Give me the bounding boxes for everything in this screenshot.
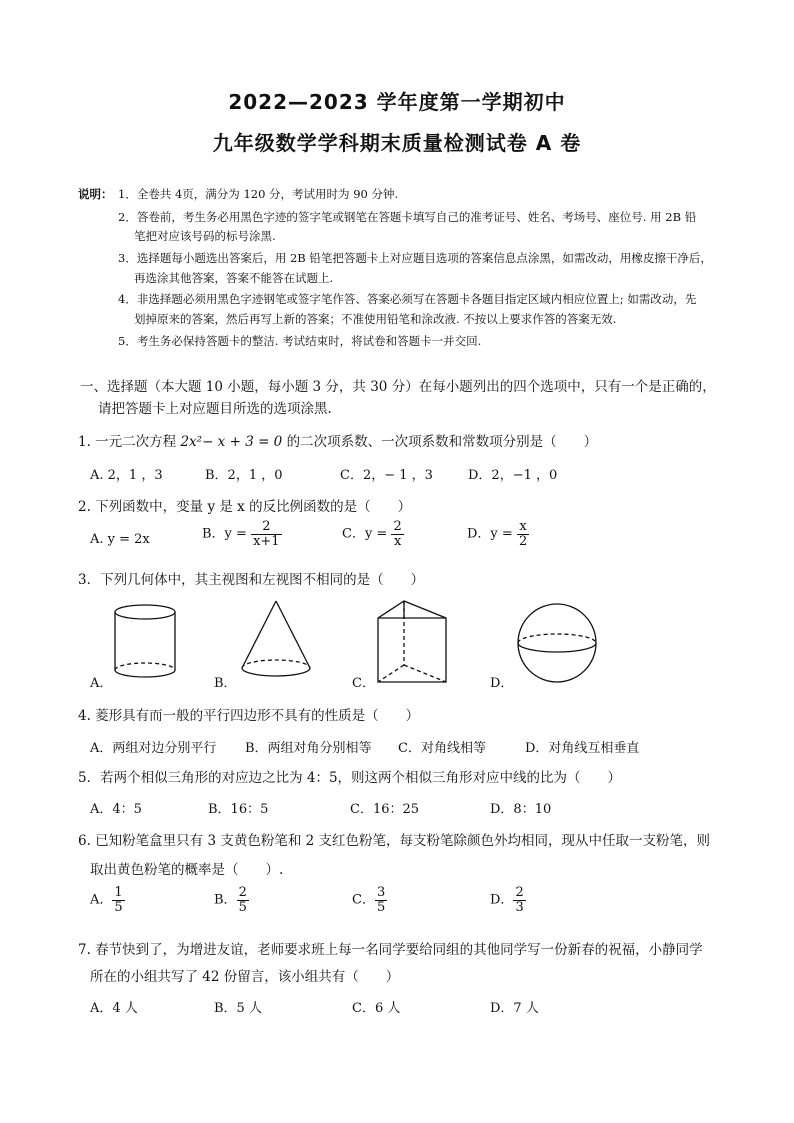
question-3: 3．下列几何体中，其主视图和左视图不相同的是（ ） bbox=[78, 572, 425, 588]
denominator: 5 bbox=[114, 899, 123, 915]
option-prefix: D． bbox=[490, 892, 514, 908]
question-2: 2. 下列函数中，变量 y 是 x 的反比例函数的是（ ） bbox=[78, 499, 412, 515]
option-a bbox=[90, 886, 125, 914]
option-d: D．8：10 bbox=[490, 802, 552, 817]
question-7-line2: 所在的小组共写了 42 份留言，该小组共有（ ） bbox=[90, 969, 400, 985]
denominator: 5 bbox=[376, 899, 386, 915]
option-d: D．7 人 bbox=[490, 1001, 539, 1016]
fraction bbox=[513, 886, 525, 914]
numerator: 2 bbox=[238, 885, 247, 900]
option-a: A．4：5 bbox=[90, 802, 142, 817]
option-b: B．两组对角分别相等 bbox=[245, 741, 372, 756]
instruction-item: 再选涂其他答案，答案不能答在试题上. bbox=[134, 271, 334, 285]
option-a: A. 2，1 ，3 bbox=[90, 468, 163, 483]
fraction bbox=[375, 886, 387, 914]
instructions-label: 说明： bbox=[78, 187, 113, 201]
option-d bbox=[467, 520, 529, 548]
cylinder-icon bbox=[105, 600, 185, 682]
denominator: x+1 bbox=[253, 533, 280, 549]
numerator: 3 bbox=[376, 885, 386, 900]
fraction bbox=[391, 520, 403, 548]
fraction bbox=[251, 520, 282, 548]
option-prefix: C． bbox=[352, 892, 375, 908]
sphere-icon bbox=[512, 600, 602, 688]
option-b: B． bbox=[214, 676, 237, 691]
option-a: A．4 人 bbox=[90, 1001, 138, 1016]
option-a: A．两组对边分别平行 bbox=[90, 741, 217, 756]
option-prefix: A． bbox=[90, 892, 113, 908]
numerator: 2 bbox=[393, 519, 402, 534]
triangular-prism-icon bbox=[370, 598, 452, 688]
option-c bbox=[342, 520, 404, 548]
option-prefix: B． bbox=[214, 892, 237, 908]
fraction bbox=[112, 886, 124, 914]
numerator: 2 bbox=[515, 885, 524, 900]
fraction bbox=[517, 520, 529, 548]
question-7: 7. 春节快到了，为增进友谊，老师要求班上每一名同学要给同组的其他同学写一份新春的祝福，小静同学 bbox=[78, 942, 703, 958]
instruction-item: 5．考生务必保持答题卡的整洁. 考试结束时，将试卷和答题卡一并交回. bbox=[118, 334, 482, 348]
denominator: x bbox=[393, 533, 402, 549]
question-5: 5．若两个相似三角形的对应边之比为 4：5，则这两个相似三角形对应中线的比为（ ） bbox=[78, 770, 622, 786]
option-d: D． bbox=[490, 676, 514, 691]
option-a: A. y = 2x bbox=[90, 532, 150, 547]
instruction-item: 笔把对应该号码的标号涂黑. bbox=[134, 229, 276, 243]
option-b: B．5 人 bbox=[214, 1001, 262, 1016]
instruction-item: 1．全卷共 4页，满分为 120 分，考试用时为 90 分钟. bbox=[118, 187, 399, 201]
section-heading: 一、选择题（本大题 10 小题，每小题 3 分，共 30 分）在每小题列出的四个选项中，只有一个是正确的， bbox=[80, 379, 716, 395]
page-title-line1: 2022—2023 学年度第一学期初中 bbox=[228, 90, 566, 114]
option-d bbox=[490, 886, 526, 914]
option-b bbox=[214, 886, 249, 914]
option-d: D．对角线互相垂直 bbox=[525, 741, 640, 756]
option-b: B．2，1 ，0 bbox=[205, 468, 283, 483]
question-text: 的二次项系数、一次项系数和常数项分别是（ ） bbox=[282, 434, 598, 450]
option-b bbox=[202, 520, 282, 548]
page-title-line2: 九年级数学学科期末质量检测试卷 A 卷 bbox=[212, 131, 582, 155]
instruction-item: 4．非选择题必须用黑色字迹钢笔或签字笔作答、答案必须写在答题卡各题目指定区域内相应位置上; 如需改动，先 bbox=[118, 292, 697, 306]
option-a: A． bbox=[90, 676, 113, 691]
option-c: C．16：25 bbox=[350, 802, 420, 817]
numerator: 2 bbox=[251, 520, 282, 535]
denominator: 2 bbox=[518, 533, 528, 549]
option-prefix: B．y = bbox=[202, 526, 247, 542]
section-heading-line2: 请把答题卡上对应题目所选的选项涂黑. bbox=[98, 401, 332, 417]
option-d: D．2，−1 ，0 bbox=[468, 468, 558, 483]
numerator: 1 bbox=[114, 885, 123, 900]
question-6: 6. 已知粉笔盒里只有 3 支黄色粉笔和 2 支红色粉笔，每支粉笔除颜色外均相同，现从中任取一支粉笔，则 bbox=[78, 833, 711, 849]
option-prefix: D．y = bbox=[467, 526, 513, 542]
denominator: 5 bbox=[238, 899, 247, 915]
denominator: 3 bbox=[515, 899, 524, 915]
question-1 bbox=[78, 430, 597, 450]
question-6-line2: 取出黄色粉笔的概率是（ ）. bbox=[90, 862, 284, 878]
equation: 2x²− x + 3 = 0 bbox=[180, 434, 283, 450]
option-c bbox=[352, 886, 387, 914]
instruction-item: 3．选择题每小题选出答案后，用 2B 铅笔把答题卡上对应题目选项的答案信息点涂黑，如需改动，用橡皮擦干净后， bbox=[118, 251, 712, 265]
cone-icon bbox=[234, 598, 320, 684]
question-4: 4. 菱形具有而一般的平行四边形不具有的性质是（ ） bbox=[78, 708, 420, 724]
instruction-item: 划掉原来的答案，然后再写上新的答案；不准使用铅笔和涂改液. 不按以上要求作答的答案无效. bbox=[134, 312, 617, 326]
instruction-item: 2．答卷前，考生务必用黑色字迹的签字笔或钢笔在答题卡填写自己的准考证号、姓名、考场号、座位号. 用 2B 铅 bbox=[118, 210, 697, 224]
option-b: B．16：5 bbox=[208, 802, 269, 817]
numerator: x bbox=[517, 520, 529, 535]
option-c: C． bbox=[352, 676, 375, 691]
option-c: C．2，− 1 ，3 bbox=[340, 468, 433, 483]
option-c: C．对角线相等 bbox=[398, 741, 486, 756]
option-c: C．6 人 bbox=[352, 1001, 401, 1016]
option-prefix: C．y = bbox=[342, 526, 388, 542]
question-text: 1. 一元二次方程 bbox=[78, 434, 181, 450]
fraction bbox=[237, 886, 249, 914]
